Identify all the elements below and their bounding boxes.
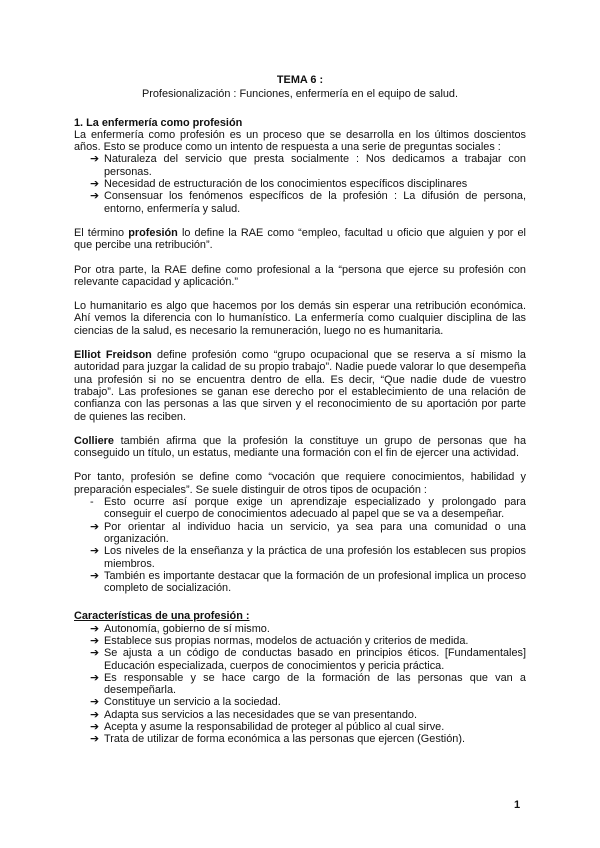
list-item: ➔ Por orientar al individuo hacia un servicio, ya sea para una comunidad o una organización. (90, 520, 526, 545)
freidson-paragraph: Elliot Freidson define profesión como “grupo ocupacional que se reserva a sí mismo la autoridad para juzgar la calidad de su propio trabajo”. Nadie puede valorar lo que desempeña una profesión si no se encuentra dentro de ella. Es decir, “Que nadie dude de vuestro trabajo”. Las profesiones se ganan ese derecho por el establecimiento de una relación de confianza con las personas a las que sirven y el reconocimiento de su aportación por parte de quienes las reciben. (74, 349, 526, 423)
colliere-paragraph: Colliere también afirma que la profesión la constituye un grupo de personas que ha conseguido un título, un estatus, mediante una formación con el fin de ejercer una actividad. (74, 434, 526, 460)
arrow-icon: ➔ (90, 696, 100, 709)
list-item: ➔ También es importante destacar que la formación de un profesional implica un proceso completo de socialización. (90, 569, 526, 595)
document-page (74, 74, 526, 746)
arrow-icon: ➔ (90, 733, 100, 746)
list-item: ➔ Es responsable y se hace cargo de la formación de las personas que van a desempeñarla. (90, 671, 526, 697)
rae-term-paragraph: El término profesión lo define la RAE como “empleo, facultad u oficio que alguien y por el que percibe una retribución”. (74, 226, 526, 252)
arrow-icon: ➔ (90, 520, 100, 533)
list-item: ➔ Necesidad de estructuración de los conocimientos específicos disciplinares (90, 178, 468, 191)
section1-list (74, 153, 526, 214)
arrow-icon: ➔ (90, 634, 100, 647)
list-item: ➔ Adapta sus servicios a las necesidades que se van presentando. (90, 708, 417, 721)
occupation-list (74, 496, 526, 594)
page-subtitle: Profesionalización : Funciones, enfermería en el equipo de salud. (141, 88, 459, 101)
arrow-icon: ➔ (90, 647, 100, 660)
arrow-icon: ➔ (90, 153, 100, 166)
arrow-icon: ➔ (90, 545, 100, 558)
arrow-icon: ➔ (90, 708, 100, 721)
dash-bullet: - (90, 496, 94, 509)
section-heading-1: 1. La enfermería como profesión (74, 116, 243, 129)
list-item: ➔ Acepta y asume la responsabilidad de proteger al público al cual sirve. (90, 721, 445, 734)
list-item: ➔ Constituye un servicio a la sociedad. (90, 696, 281, 709)
arrow-icon: ➔ (90, 569, 100, 582)
list-item: ➔ Autonomía, gobierno de sí mismo. (90, 622, 270, 635)
characteristics-list (74, 623, 526, 746)
section1-intro: La enfermería como profesión es un proceso que se desarrolla en los últimos doscientos años. Esto se produce como un intento de respuesta a una serie de preguntas sociales : (74, 128, 526, 154)
rae-professional-paragraph: Por otra parte, la RAE define como profesional a la “persona que ejerce su profesión con relevante capacidad y aplicación.” (74, 263, 526, 288)
arrow-icon: ➔ (90, 178, 100, 191)
list-item: ➔ Consensuar los fenómenos específicos de la profesión : La difusión de persona, entorno, enfermería y salud. (90, 190, 526, 215)
humanitarian-paragraph: Lo humanitario es algo que hacemos por los demás sin esperar una retribución económica. Ahí vemos la diferencia con lo humanístico. La enfermería como cualquier disciplina de las ciencias de la salud, es necesario la remuneración, luego no es humanitaria. (74, 300, 526, 337)
list-item: - Esto ocurre así porque exige un aprendizaje especializado y prolongado para conseguir el cuerpo de conocimientos adecuado al papel que se va a desempeñar. (90, 496, 526, 521)
characteristics-heading: Características de una profesión : (74, 610, 250, 623)
vocation-paragraph: Por tanto, profesión se define como “vocación que requiere conocimientos, habilidad y preparación especiales”. Se suele distinguir de otros tipos de ocupación : (74, 471, 526, 496)
arrow-icon: ➔ (90, 721, 100, 734)
arrow-icon: ➔ (90, 671, 100, 684)
list-item: ➔ Se ajusta a un código de conductas basado en principios éticos. [Fundamentales] Educación especializada, cuerpos de conocimientos y pericia práctica. (90, 647, 526, 672)
page-title: TEMA 6 : (276, 74, 324, 86)
list-item: ➔ Trata de utilizar de forma económica a las personas que ejercen (Gestión). (90, 733, 465, 746)
page-number: 1 (514, 799, 521, 811)
list-item: ➔ Los niveles de la enseñanza y la práctica de una profesión los establecen sus propios miembros. (90, 545, 526, 570)
list-item: ➔ Naturaleza del servicio que presta socialmente : Nos dedicamos a trabajar con personas. (90, 153, 526, 178)
list-item: ➔ Establece sus propias normas, modelos de actuación y criterios de medida. (90, 634, 469, 647)
arrow-icon: ➔ (90, 622, 100, 635)
arrow-icon: ➔ (90, 190, 100, 203)
